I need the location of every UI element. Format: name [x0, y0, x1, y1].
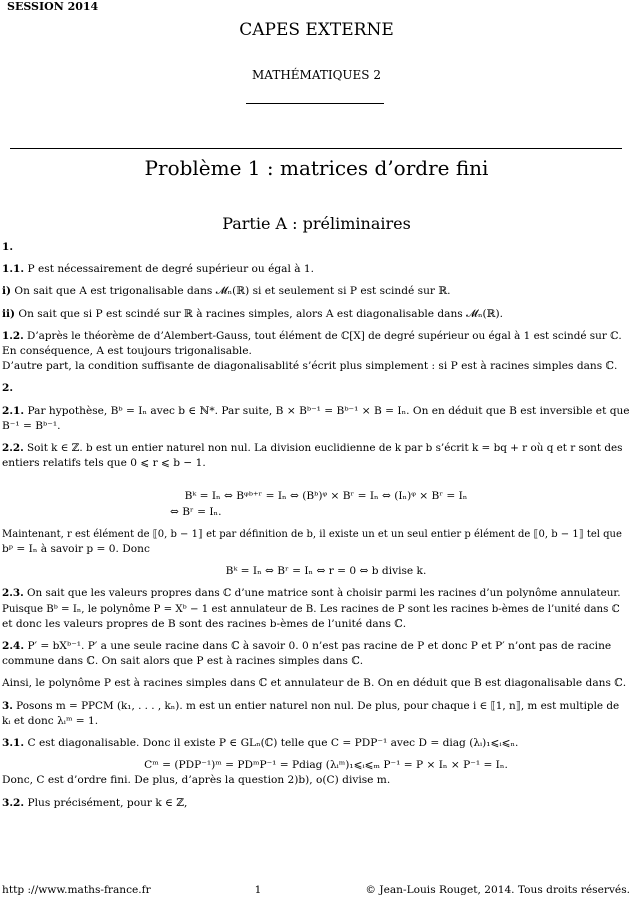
footer-url: http ://www.maths-france.fr [2, 884, 151, 896]
item-number: 3. [2, 699, 13, 712]
paragraph-line: kᵢ et donc λᵢᵐ = 1. [2, 714, 99, 727]
exam-title: CAPES EXTERNE [239, 20, 394, 40]
equation-line: Bᵏ = Iₙ ⇔ Bᵠᵇ⁺ʳ = Iₙ ⇔ (Bᵇ)ᵠ × Bʳ = Iₙ ⇔ (Iₙ)ᵠ × Bʳ = Iₙ [184, 490, 468, 503]
paragraph-line: En conséquence, A est toujours trigonalisable. [2, 345, 252, 358]
paragraph-line: commune dans ℂ. On sait alors que P est à racines simples dans ℂ. [2, 655, 364, 668]
problem-title: Problème 1 : matrices d’ordre fini [144, 156, 489, 180]
item-number: 1.2. [2, 329, 24, 342]
item-number: 2.1. [2, 404, 25, 417]
paragraph-line: 1.2. D’après le théorème de d’Alembert-Gauss, tout élément de ℂ[X] de degré supérieur ou égal à 1 est scindé sur ℂ. [2, 329, 622, 342]
paragraph-line: bᵖ = Iₙ à savoir p = 0. Donc [2, 543, 150, 556]
paragraph-line: entiers relatifs tels que 0 ⩽ r ⩽ b − 1. [2, 457, 206, 470]
paragraph-line: Donc, C est d’ordre fini. De plus, d’après la question 2)b), o(C) divise m. [2, 774, 391, 787]
session-label: SESSION 2014 [7, 0, 99, 13]
title-divider-long [10, 148, 622, 149]
paragraph-line: 3. Posons m = PPCM (k₁, . . . , kₙ). m est un entier naturel non nul. De plus, pour chaque i ∈ ⟦1, n⟧, m est multiple de [2, 699, 620, 712]
paragraph-line: 3.2. Plus précisément, pour k ∈ ℤ, [2, 796, 188, 809]
item-number: 2.2. [2, 442, 24, 455]
paragraph-line: 2.1. Par hypothèse, Bᵇ = Iₙ avec b ∈ ℕ*. Par suite, B × Bᵇ⁻¹ = Bᵇ⁻¹ × B = Iₙ. On en déduit que B est inversible et que [2, 404, 630, 417]
subject-title: MATHÉMATIQUES 2 [252, 68, 381, 82]
paragraph-line: Maintenant, r est élément de ⟦0, b − 1⟧ et par définition de b, il existe un et un seul entier p élément de ⟦0, b − 1⟧ tel que [2, 528, 622, 540]
item-number: ii) [2, 307, 16, 320]
section-heading: 1. [2, 241, 14, 253]
paragraph-line: B⁻¹ = Bᵇ⁻¹. [2, 419, 61, 432]
equation-line: ⇔ Bʳ = Iₙ. [170, 505, 222, 518]
paragraph-line: Puisque Bᵇ = Iₙ, le polynôme P = Xᵇ − 1 est annulateur de B. Les racines de P sont les racines b-èmes de l’unité dans ℂ [2, 603, 620, 615]
item-number: i) [2, 285, 12, 298]
paragraph-line: ii) On sait que si P est scindé sur ℝ à racines simples, alors A est diagonalisable dans 𝓜ₙ(ℝ). [2, 307, 503, 320]
paragraph-line: 2.3. On sait que les valeurs propres dans ℂ d’une matrice sont à choisir parmi les racines d’un polynôme annulateur. [2, 587, 621, 600]
item-number: 1.1. [2, 263, 25, 276]
part-title: Partie A : préliminaires [222, 214, 411, 233]
item-number: 2.4. [2, 640, 25, 653]
paragraph-line: 3.1. C est diagonalisable. Donc il existe P ∈ GLₙ(ℂ) telle que C = PDP⁻¹ avec D = diag (λᵢ)₁⩽ᵢ⩽ₙ. [2, 737, 519, 750]
equation-line: Cᵐ = (PDP⁻¹)ᵐ = PDᵐP⁻¹ = Pdiag (λᵢᵐ)₁⩽ᵢ⩽ₘ P⁻¹ = P × Iₙ × P⁻¹ = Iₙ. [144, 759, 508, 772]
item-number: 3.2. [2, 796, 25, 809]
paragraph-line: 1.1. P est nécessairement de degré supérieur ou égal à 1. [2, 263, 315, 276]
paragraph-line: D’autre part, la condition suffisante de diagonalisablité s’écrit plus simplement : si P est à racines simples dans ℂ. [2, 360, 618, 373]
section-heading: 2. [2, 382, 14, 395]
title-divider-short [246, 103, 384, 104]
footer-page-number: 1 [254, 884, 262, 896]
paragraph-line: Ainsi, le polynôme P est à racines simples dans ℂ et annulateur de B. On en déduit que B est diagonalisable dans ℂ. [2, 677, 627, 690]
footer-copyright: © Jean-Louis Rouget, 2014. Tous droits réservés. [365, 884, 630, 896]
page-footer [2, 884, 630, 896]
paragraph-line: et donc les valeurs propres de B sont des racines b-èmes de l’unité dans ℂ. [2, 617, 407, 630]
paragraph-line: i) On sait que A est trigonalisable dans 𝓜ₙ(ℝ) si et seulement si P est scindé sur ℝ. [2, 285, 451, 298]
equation-line: Bᵏ = Iₙ ⇔ Bʳ = Iₙ ⇔ r = 0 ⇔ b divise k. [225, 565, 427, 578]
item-number: 2.3. [2, 587, 24, 600]
document-body [2, 240, 630, 811]
paragraph-line: 2.2. Soit k ∈ ℤ. b est un entier naturel non nul. La division euclidienne de k par b s’écrit k = bq + r où q et r sont des [2, 442, 623, 455]
paragraph-line: 2.4. P′ = bXᵇ⁻¹. P′ a une seule racine dans ℂ à savoir 0. 0 n’est pas racine de P et donc P et P′ n’ont pas de racine [2, 640, 612, 653]
item-number: 3.1. [2, 737, 25, 750]
